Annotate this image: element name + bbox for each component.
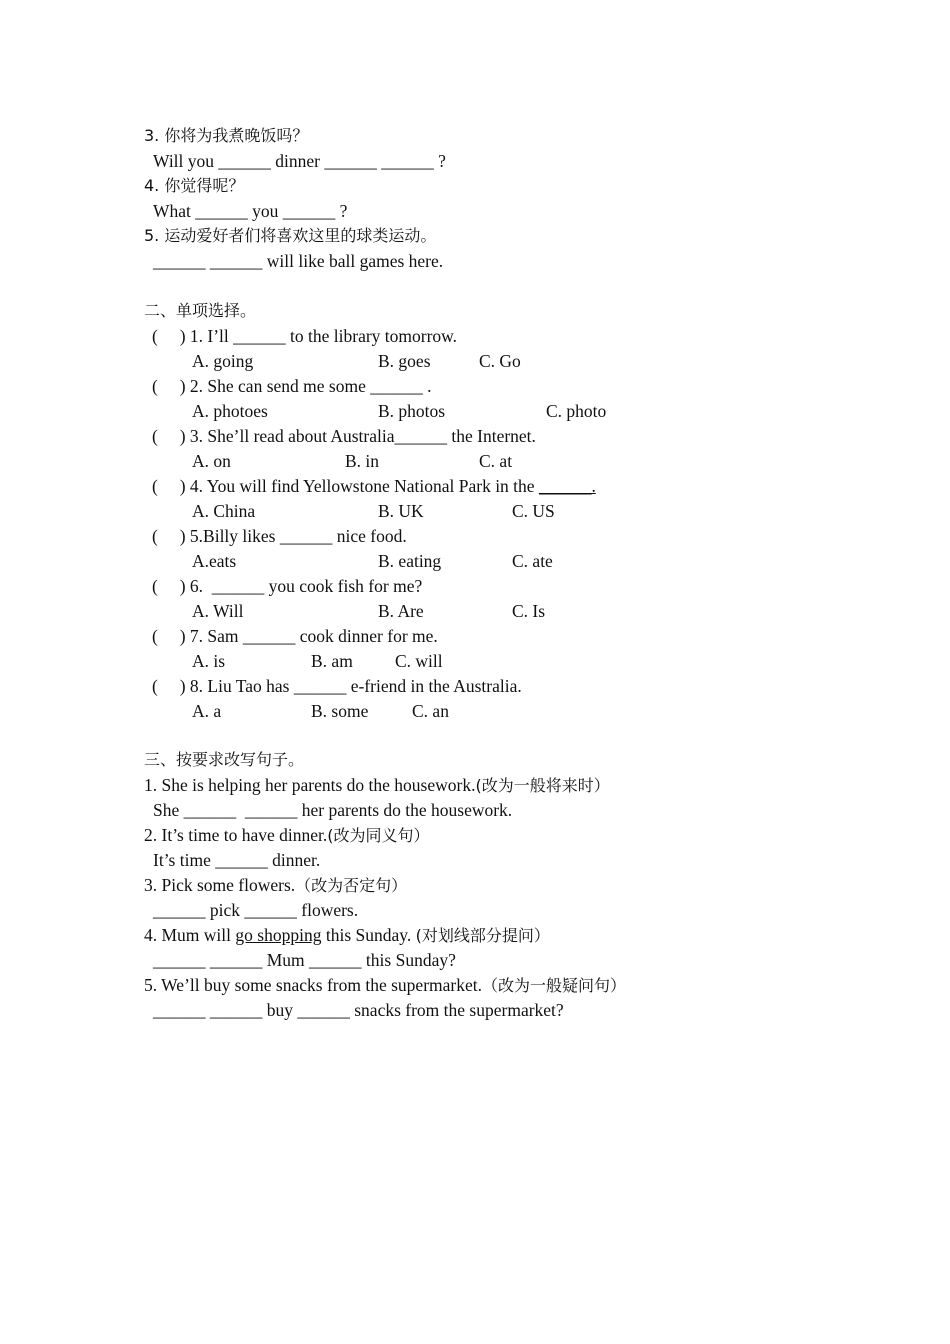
q5-english: ______ ______ will like ball games here. bbox=[153, 251, 444, 271]
choice-6-option-c: C. Is bbox=[512, 601, 546, 621]
rewrite-answer-5: ______ ______ buy ______ snacks from the supermarket? bbox=[153, 1000, 564, 1020]
rewrite-3-sentence: 3. Pick some flowers. bbox=[144, 875, 296, 895]
choice-6-option-a: A. Will bbox=[192, 601, 244, 621]
rewrite-answer-2: It’s time ______ dinner. bbox=[153, 850, 321, 870]
section-heading-rewrite: 三、按要求改写句子。 bbox=[144, 750, 305, 769]
choice-8-option-b: B. some bbox=[311, 701, 369, 721]
choice-1-option-b: B. goes bbox=[378, 351, 431, 371]
rewrite-4-sentence-start: 4. Mum will bbox=[144, 925, 236, 945]
q4-english: What ______ you ______ ? bbox=[153, 201, 348, 221]
choice-2-option-c: C. photo bbox=[546, 401, 607, 421]
choice-question-1: ( ) 1. I’ll ______ to the library tomorrow. bbox=[152, 326, 458, 346]
choice-5-option-c: C. ate bbox=[512, 551, 553, 571]
rewrite-2-sentence: 2. It’s time to have dinner. bbox=[144, 825, 328, 845]
rewrite-question-4 bbox=[144, 925, 550, 946]
choice-3-option-a: A. on bbox=[192, 451, 231, 471]
q5-chinese: 5. 运动爱好者们将喜欢这里的球类运动。 bbox=[144, 226, 437, 245]
choice-question-2: ( ) 2. She can send me some ______ . bbox=[152, 376, 432, 396]
choice-question-3: ( ) 3. She’ll read about Australia______ the Internet. bbox=[152, 426, 536, 446]
choice-1-option-c: C. Go bbox=[479, 351, 521, 371]
choice-question-6: ( ) 6. ______ you cook fish for me? bbox=[152, 576, 423, 596]
rewrite-1-sentence: 1. She is helping her parents do the housework. bbox=[144, 775, 476, 795]
rewrite-4-underlined-phrase: go shopping bbox=[235, 925, 322, 945]
choice-4-option-c: C. US bbox=[512, 501, 555, 521]
rewrite-answer-3: ______ pick ______ flowers. bbox=[153, 900, 359, 920]
choice-4-option-b: B. UK bbox=[378, 501, 424, 521]
choice-5-option-a: A.eats bbox=[192, 551, 237, 571]
choice-3-option-b: B. in bbox=[345, 451, 380, 471]
rewrite-question-2 bbox=[144, 825, 429, 846]
section-heading-choice: 二、单项选择。 bbox=[144, 301, 257, 320]
choice-6-option-b: B. Are bbox=[378, 601, 424, 621]
choice-3-option-c: C. at bbox=[479, 451, 513, 471]
rewrite-5-sentence: 5. We’ll buy some snacks from the supermarket. bbox=[144, 975, 482, 995]
rewrite-question-3 bbox=[144, 875, 407, 896]
choice-question-4 bbox=[152, 476, 596, 496]
choice-7-option-c: C. will bbox=[395, 651, 443, 671]
q3-english: Will you ______ dinner ______ ______ ? bbox=[153, 151, 446, 171]
rewrite-2-instruction: (改为同义句） bbox=[327, 826, 430, 845]
rewrite-question-1 bbox=[144, 775, 610, 796]
choice-1-option-a: A. going bbox=[192, 351, 254, 371]
choice-question-4-text: ( ) 4. You will find Yellowstone National Park in the bbox=[152, 476, 539, 496]
choice-8-option-c: C. an bbox=[412, 701, 449, 721]
rewrite-4-sentence-end: this Sunday. bbox=[321, 925, 416, 945]
rewrite-answer-4: ______ ______ Mum ______ this Sunday? bbox=[153, 950, 456, 970]
rewrite-3-instruction: （改为否定句） bbox=[295, 876, 408, 895]
rewrite-1-instruction: (改为一般将来时） bbox=[475, 776, 610, 795]
q3-chinese: 3. 你将为我煮晚饭吗？ bbox=[144, 126, 309, 145]
choice-2-option-b: B. photos bbox=[378, 401, 446, 421]
rewrite-5-instruction: （改为一般疑问句） bbox=[481, 976, 626, 995]
choice-5-option-b: B. eating bbox=[378, 551, 442, 571]
choice-4-option-a: A. China bbox=[192, 501, 256, 521]
rewrite-answer-1: She ______ ______ her parents do the housework. bbox=[153, 800, 513, 820]
choice-question-4-blank: ______. bbox=[538, 476, 596, 496]
rewrite-question-5 bbox=[144, 975, 626, 996]
choice-8-option-a: A. a bbox=[192, 701, 222, 721]
choice-2-option-a: A. photoes bbox=[192, 401, 268, 421]
rewrite-4-instruction: (对划线部分提问） bbox=[415, 926, 550, 945]
q4-chinese: 4. 你觉得呢？ bbox=[144, 176, 245, 195]
choice-7-option-a: A. is bbox=[192, 651, 226, 671]
choice-question-5: ( ) 5.Billy likes ______ nice food. bbox=[152, 526, 407, 546]
choice-7-option-b: B. am bbox=[311, 651, 353, 671]
choice-question-8: ( ) 8. Liu Tao has ______ e-friend in the Australia. bbox=[152, 676, 522, 696]
choice-question-7: ( ) 7. Sam ______ cook dinner for me. bbox=[152, 626, 438, 646]
